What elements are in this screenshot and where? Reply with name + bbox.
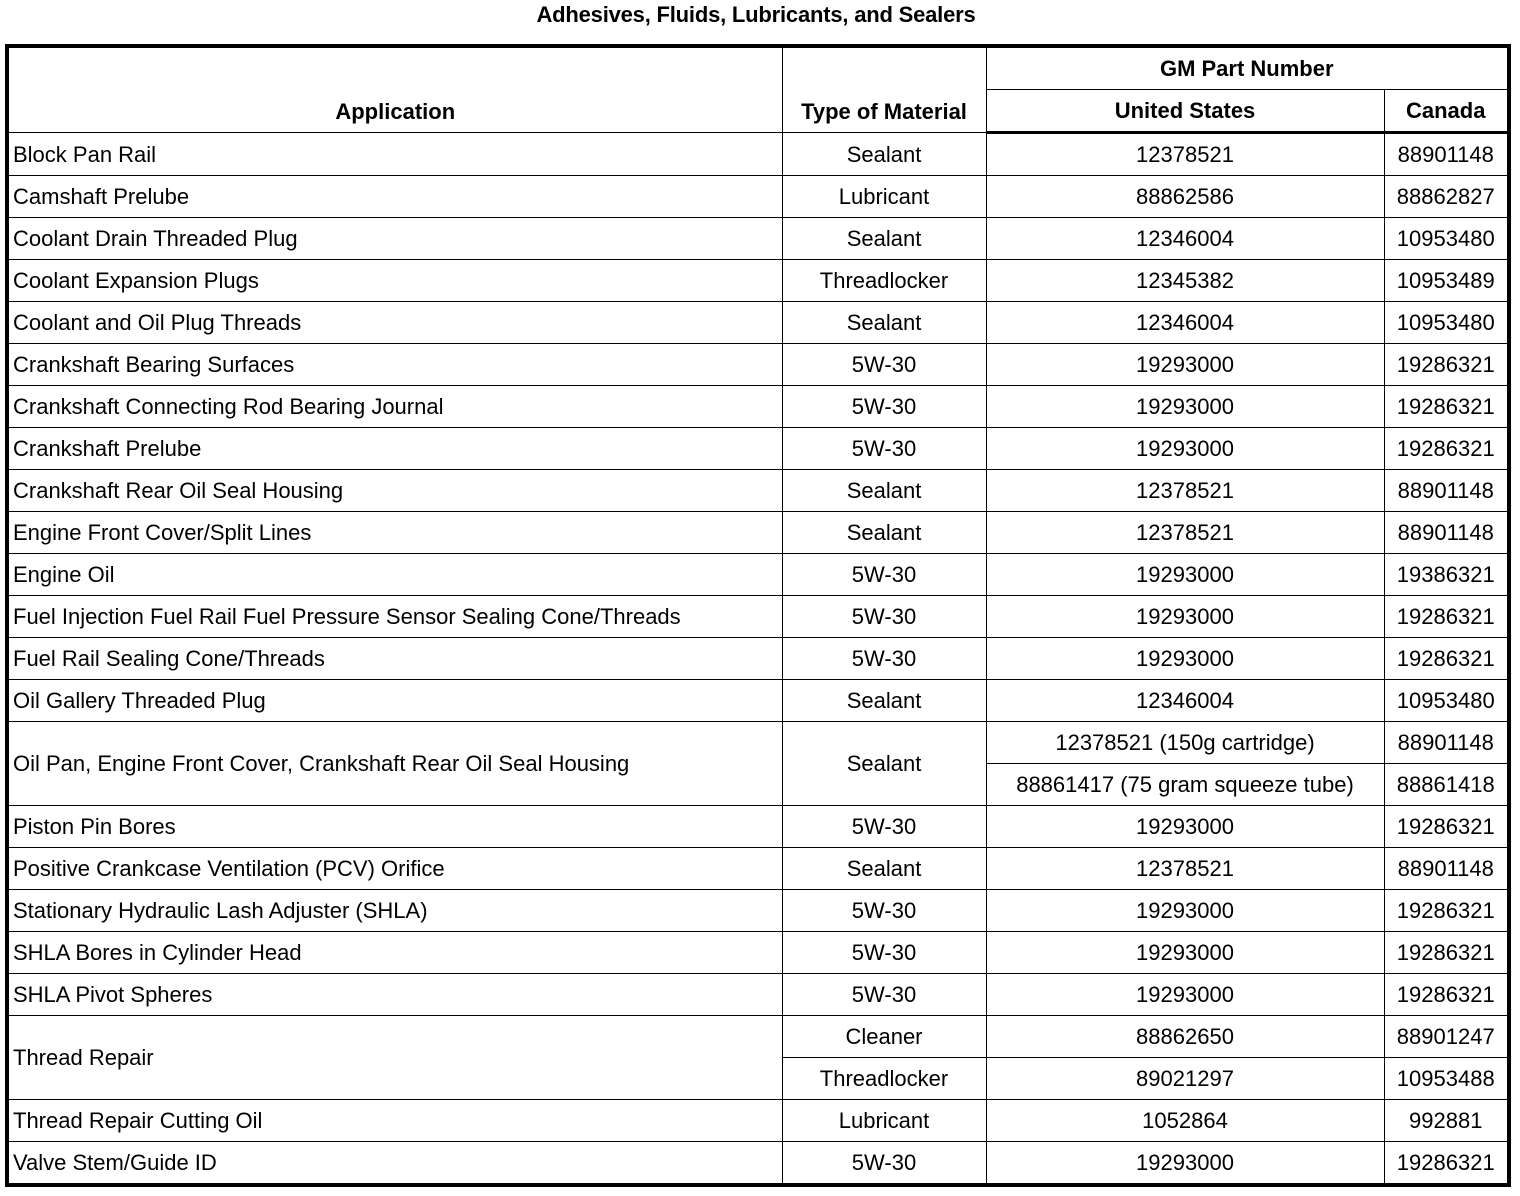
cell-us-part: 19293000 — [986, 554, 1384, 596]
header-canada: Canada — [1384, 90, 1509, 133]
cell-application: Oil Gallery Threaded Plug — [7, 680, 782, 722]
table-row — [7, 512, 1509, 554]
cell-type: 5W-30 — [782, 428, 986, 470]
cell-application: Block Pan Rail — [7, 133, 782, 176]
cell-application: Oil Pan, Engine Front Cover, Crankshaft Rear Oil Seal Housing — [7, 722, 782, 806]
cell-us-part: 19293000 — [986, 638, 1384, 680]
cell-us-part: 19293000 — [986, 428, 1384, 470]
table-row — [7, 1016, 1509, 1058]
cell-us-part: 88862650 — [986, 1016, 1384, 1058]
cell-type: Lubricant — [782, 1100, 986, 1142]
table-row — [7, 974, 1509, 1016]
cell-type: Sealant — [782, 470, 986, 512]
cell-type: Sealant — [782, 722, 986, 806]
cell-type: 5W-30 — [782, 386, 986, 428]
cell-canada-part: 19386321 — [1384, 554, 1509, 596]
cell-canada-part: 19286321 — [1384, 596, 1509, 638]
table-row — [7, 260, 1509, 302]
table-row — [7, 848, 1509, 890]
table-row — [7, 133, 1509, 176]
table-row — [7, 1142, 1509, 1186]
cell-us-part: 19293000 — [986, 386, 1384, 428]
cell-type: 5W-30 — [782, 1142, 986, 1186]
cell-canada-part: 88901148 — [1384, 133, 1509, 176]
cell-us-part: 1052864 — [986, 1100, 1384, 1142]
cell-type: 5W-30 — [782, 932, 986, 974]
table-row — [7, 554, 1509, 596]
cell-application: Coolant Expansion Plugs — [7, 260, 782, 302]
cell-canada-part: 10953489 — [1384, 260, 1509, 302]
cell-us-part: 12378521 — [986, 848, 1384, 890]
cell-application: Camshaft Prelube — [7, 176, 782, 218]
cell-canada-part: 10953480 — [1384, 218, 1509, 260]
table-row — [7, 386, 1509, 428]
cell-us-part: 19293000 — [986, 932, 1384, 974]
table-row — [7, 1100, 1509, 1142]
cell-type: 5W-30 — [782, 890, 986, 932]
cell-application: Crankshaft Bearing Surfaces — [7, 344, 782, 386]
cell-application: Crankshaft Prelube — [7, 428, 782, 470]
cell-application: Crankshaft Connecting Rod Bearing Journal — [7, 386, 782, 428]
table-title: Adhesives, Fluids, Lubricants, and Sealers — [536, 2, 976, 27]
cell-application: Piston Pin Bores — [7, 806, 782, 848]
cell-application: Fuel Injection Fuel Rail Fuel Pressure Sensor Sealing Cone/Threads — [7, 596, 782, 638]
cell-canada-part: 88861418 — [1384, 764, 1509, 806]
table-row — [7, 596, 1509, 638]
cell-canada-part: 992881 — [1384, 1100, 1509, 1142]
table-row — [7, 218, 1509, 260]
cell-canada-part: 19286321 — [1384, 932, 1509, 974]
cell-type: Threadlocker — [782, 260, 986, 302]
cell-canada-part: 19286321 — [1384, 428, 1509, 470]
table-row — [7, 344, 1509, 386]
cell-canada-part: 10953480 — [1384, 302, 1509, 344]
table-row — [7, 302, 1509, 344]
cell-canada-part: 19286321 — [1384, 806, 1509, 848]
cell-us-part: 12378521 — [986, 133, 1384, 176]
header-application: Application — [7, 46, 782, 133]
header-gm-part-number: GM Part Number — [986, 46, 1509, 90]
table-row — [7, 176, 1509, 218]
cell-application: Thread Repair — [7, 1016, 782, 1100]
cell-application: Stationary Hydraulic Lash Adjuster (SHLA) — [7, 890, 782, 932]
cell-us-part: 88862586 — [986, 176, 1384, 218]
cell-us-part: 19293000 — [986, 806, 1384, 848]
cell-canada-part: 19286321 — [1384, 1142, 1509, 1186]
cell-us-part: 19293000 — [986, 890, 1384, 932]
cell-application: Engine Front Cover/Split Lines — [7, 512, 782, 554]
cell-application: SHLA Bores in Cylinder Head — [7, 932, 782, 974]
cell-us-part: 12345382 — [986, 260, 1384, 302]
cell-us-part: 19293000 — [986, 596, 1384, 638]
cell-us-part: 12346004 — [986, 302, 1384, 344]
cell-us-part: 12378521 (150g cartridge) — [986, 722, 1384, 764]
table-row — [7, 428, 1509, 470]
table-row — [7, 932, 1509, 974]
cell-type: 5W-30 — [782, 344, 986, 386]
cell-application: Positive Crankcase Ventilation (PCV) Orifice — [7, 848, 782, 890]
table-row — [7, 806, 1509, 848]
cell-us-part: 88861417 (75 gram squeeze tube) — [986, 764, 1384, 806]
cell-type: Sealant — [782, 218, 986, 260]
cell-canada-part: 88901148 — [1384, 722, 1509, 764]
cell-type: Sealant — [782, 848, 986, 890]
cell-canada-part: 10953488 — [1384, 1058, 1509, 1100]
cell-canada-part: 19286321 — [1384, 386, 1509, 428]
cell-type: Threadlocker — [782, 1058, 986, 1100]
cell-us-part: 19293000 — [986, 1142, 1384, 1186]
cell-type: 5W-30 — [782, 554, 986, 596]
cell-type: Sealant — [782, 133, 986, 176]
table-row — [7, 722, 1509, 764]
cell-canada-part: 19286321 — [1384, 344, 1509, 386]
cell-canada-part: 88901148 — [1384, 848, 1509, 890]
cell-type: Sealant — [782, 302, 986, 344]
header-type-of-material: Type of Material — [782, 46, 986, 133]
cell-application: Crankshaft Rear Oil Seal Housing — [7, 470, 782, 512]
table-row — [7, 890, 1509, 932]
cell-type: 5W-30 — [782, 806, 986, 848]
table-row — [7, 680, 1509, 722]
cell-canada-part: 10953480 — [1384, 680, 1509, 722]
cell-application: Engine Oil — [7, 554, 782, 596]
cell-us-part: 19293000 — [986, 344, 1384, 386]
cell-application: SHLA Pivot Spheres — [7, 974, 782, 1016]
cell-type: Cleaner — [782, 1016, 986, 1058]
cell-us-part: 12346004 — [986, 680, 1384, 722]
cell-application: Coolant and Oil Plug Threads — [7, 302, 782, 344]
cell-type: 5W-30 — [782, 638, 986, 680]
cell-type: 5W-30 — [782, 596, 986, 638]
cell-application: Valve Stem/Guide ID — [7, 1142, 782, 1186]
cell-canada-part: 88862827 — [1384, 176, 1509, 218]
cell-canada-part: 88901247 — [1384, 1016, 1509, 1058]
cell-type: Sealant — [782, 512, 986, 554]
cell-canada-part: 88901148 — [1384, 512, 1509, 554]
cell-application: Fuel Rail Sealing Cone/Threads — [7, 638, 782, 680]
table-row — [7, 638, 1509, 680]
cell-us-part: 12378521 — [986, 512, 1384, 554]
cell-application: Thread Repair Cutting Oil — [7, 1100, 782, 1142]
cell-us-part: 19293000 — [986, 974, 1384, 1016]
cell-canada-part: 88901148 — [1384, 470, 1509, 512]
cell-type: 5W-30 — [782, 974, 986, 1016]
parts-table — [5, 44, 1511, 1187]
header-united-states: United States — [986, 90, 1384, 133]
cell-canada-part: 19286321 — [1384, 638, 1509, 680]
cell-canada-part: 19286321 — [1384, 974, 1509, 1016]
cell-us-part: 89021297 — [986, 1058, 1384, 1100]
cell-type: Lubricant — [782, 176, 986, 218]
cell-application: Coolant Drain Threaded Plug — [7, 218, 782, 260]
cell-us-part: 12378521 — [986, 470, 1384, 512]
cell-us-part: 12346004 — [986, 218, 1384, 260]
cell-type: Sealant — [782, 680, 986, 722]
table-row — [7, 470, 1509, 512]
cell-canada-part: 19286321 — [1384, 890, 1509, 932]
